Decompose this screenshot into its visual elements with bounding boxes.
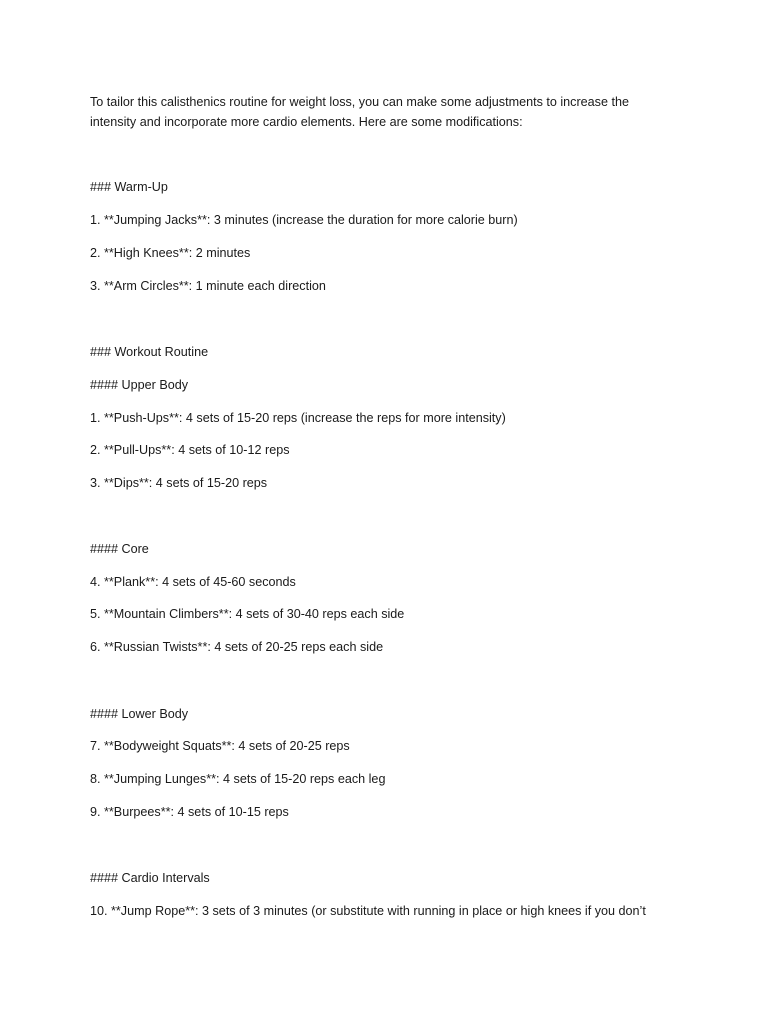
list-item: 3. **Dips**: 4 sets of 15-20 reps: [90, 476, 268, 490]
list-item: 2. **High Knees**: 2 minutes: [90, 246, 251, 260]
list-item: 8. **Jumping Lunges**: 4 sets of 15-20 reps each leg: [90, 772, 386, 786]
list-item: 4. **Plank**: 4 sets of 45-60 seconds: [90, 575, 296, 589]
cardio-heading: #### Cardio Intervals: [90, 871, 210, 885]
list-item: 5. **Mountain Climbers**: 4 sets of 30-40 reps each side: [90, 607, 405, 621]
list-item: 9. **Burpees**: 4 sets of 10-15 reps: [90, 805, 289, 819]
list-item: 7. **Bodyweight Squats**: 4 sets of 20-25 reps: [90, 739, 350, 753]
list-item: 6. **Russian Twists**: 4 sets of 20-25 reps each side: [90, 640, 384, 654]
workout-heading: ### Workout Routine: [90, 345, 209, 359]
upper-body-heading: #### Upper Body: [90, 378, 189, 392]
warmup-heading: ### Warm-Up: [90, 180, 168, 194]
list-item: 1. **Push-Ups**: 4 sets of 15-20 reps (increase the reps for more intensity): [90, 411, 506, 425]
core-heading: #### Core: [90, 542, 149, 556]
intro-paragraph: To tailor this calisthenics routine for weight loss, you can make some adjustments to increase the intensity and incorporate more cardio elements. Here are some modifications:: [90, 95, 629, 129]
lower-body-heading: #### Lower Body: [90, 707, 189, 721]
list-item: 1. **Jumping Jacks**: 3 minutes (increase the duration for more calorie burn): [90, 213, 518, 227]
list-item: 3. **Arm Circles**: 1 minute each direction: [90, 279, 326, 293]
list-item: 10. **Jump Rope**: 3 sets of 3 minutes (or substitute with running in place or high knees if you don’t: [90, 904, 646, 918]
list-item: 2. **Pull-Ups**: 4 sets of 10-12 reps: [90, 443, 290, 457]
